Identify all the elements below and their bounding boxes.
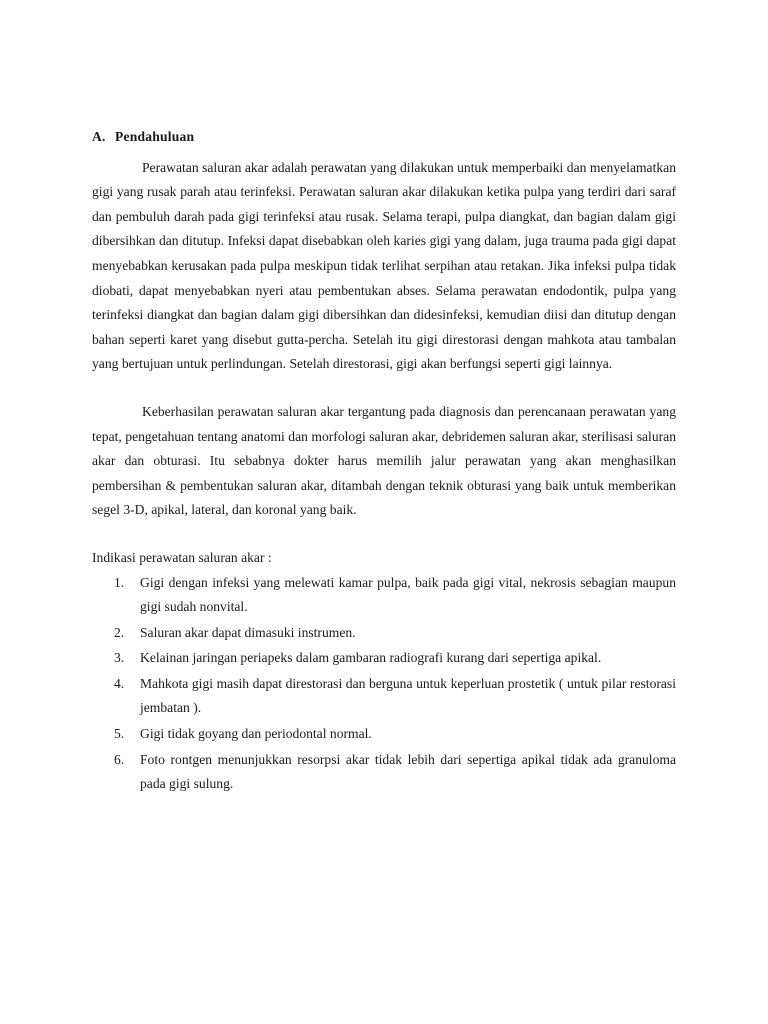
list-item-text: Kelainan jaringan periapeks dalam gambaran radiografi kurang dari sepertiga apikal. <box>140 650 602 666</box>
list-item-text: Gigi tidak goyang dan periodontal normal. <box>140 726 372 742</box>
list-item <box>92 571 676 620</box>
list-item-text: Mahkota gigi masih dapat direstorasi dan berguna untuk keperluan prostetik ( untuk pilar restorasi jembatan ). <box>140 675 676 716</box>
list-item <box>92 621 676 646</box>
section-title: Pendahuluan <box>115 129 195 144</box>
list-item-number: 2. <box>114 624 125 640</box>
list-item-number: 6. <box>114 751 125 767</box>
list-item-number: 5. <box>114 726 125 742</box>
section-heading <box>92 125 676 150</box>
list-item <box>92 748 676 797</box>
list-item-number: 3. <box>114 650 125 666</box>
list-item <box>92 646 676 671</box>
list-item-text: Foto rontgen menunjukkan resorpsi akar tidak lebih dari sepertiga apikal tidak ada granuloma pada gigi sulung. <box>140 751 676 792</box>
indications-list <box>92 571 676 797</box>
list-item-number: 4. <box>114 675 125 691</box>
list-item <box>92 722 676 747</box>
list-item <box>92 672 676 721</box>
list-item-text: Gigi dengan infeksi yang melewati kamar pulpa, baik pada gigi vital, nekrosis sebagian maupun gigi sudah nonvital. <box>140 574 676 615</box>
paragraph-introduction: Perawatan saluran akar adalah perawatan yang dilakukan untuk memperbaiki dan menyelamatkan gigi yang rusak parah atau terinfeksi. Perawatan saluran akar dilakukan ketika pulpa yang terdiri dari saraf dan pembuluh darah pada gigi terinfeksi atau rusak. Selama terapi, pulpa diangkat, dan bagian dalam gigi dibersihkan dan ditutup. Infeksi dapat disebabkan oleh karies gigi yang dalam, juga trauma pada gigi dapat menyebabkan kerusakan pada pulpa meskipun tidak terlihat serpihan atau retakan. Jika infeksi pulpa tidak diobati, dapat menyebabkan nyeri atau pembentukan abses. Selama perawatan endodontik, pulpa yang terinfeksi diangkat dan bagian dalam gigi dibersihkan dan didesinfeksi, kemudian diisi dan ditutup dengan bahan seperti karet yang disebut gutta-percha. Setelah itu gigi direstorasi dengan mahkota atau tambalan yang bertujuan untuk perlindungan. Setelah direstorasi, gigi akan berfungsi seperti gigi lainnya. <box>92 159 676 372</box>
paragraph-success-factors: Keberhasilan perawatan saluran akar tergantung pada diagnosis dan perencanaan perawatan yang tepat, pengetahuan tentang anatomi dan morfologi saluran akar, debridemen saluran akar, sterilisasi saluran akar dan obturasi. Itu sebabnya dokter harus memilih jalur perawatan yang akan menghasilkan pembersihan & pembentukan saluran akar, ditambah dengan teknik obturasi yang baik untuk memberikan segel 3-D, apikal, lateral, dan koronal yang baik. <box>92 403 676 518</box>
section-number: A. <box>92 129 106 144</box>
list-item-number: 1. <box>114 574 125 590</box>
document-page <box>92 125 676 797</box>
list-item-text: Saluran akar dapat dimasuki instrumen. <box>140 624 356 640</box>
indications-title: Indikasi perawatan saluran akar : <box>92 549 272 565</box>
